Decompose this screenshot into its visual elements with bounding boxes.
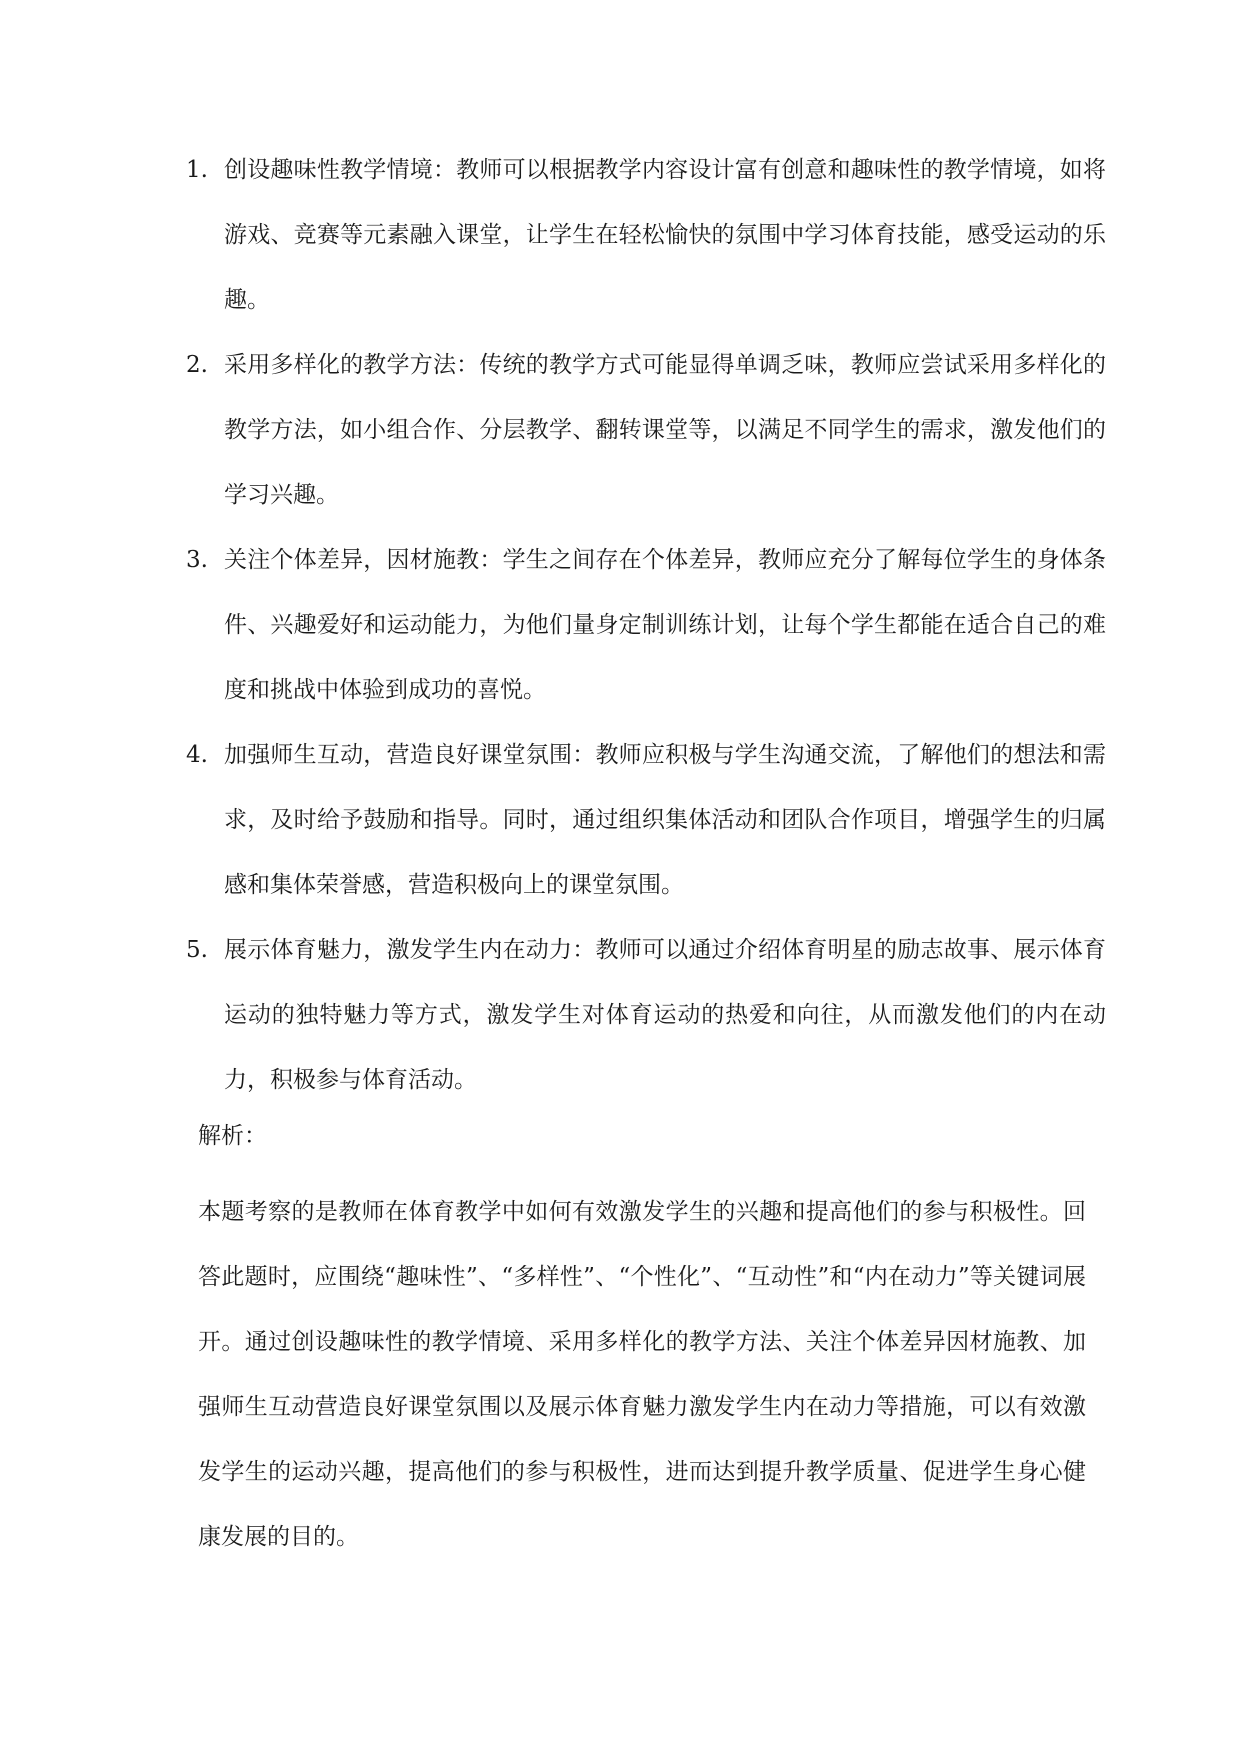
list-item-number: 4. [186, 742, 208, 768]
analysis-heading: 解析： [198, 1123, 267, 1149]
list-item-text: 采用多样化的教学方法：传统的教学方式可能显得单调乏味，教师应尝试采用多样化的教学方法，如小组合作、分层教学、翻转课堂等，以满足不同学生的需求，激发他们的学习兴趣。 [224, 352, 1106, 508]
analysis-paragraph: 本题考察的是教师在体育教学中如何有效激发学生的兴趣和提高他们的参与积极性。回答此题时，应围绕“趣味性”、“多样性”、“个性化”、“互动性”和“内在动力”等关键词展开。通过创设趣味性的教学情境、采用多样化的教学方法、关注个体差异因材施教、加强师生互动营造良好课堂氛围以及展示体育魅力激发学生内在动力等措施，可以有效激发学生的运动兴趣，提高他们的参与积极性，进而达到提升教学质量、促进学生身心健康发展的目的。 [198, 1199, 1086, 1550]
list-item-text: 展示体育魅力，激发学生内在动力：教师可以通过介绍体育明星的励志故事、展示体育运动的独特魅力等方式，激发学生对体育运动的热爱和向往，从而激发他们的内在动力，积极参与体育活动。 [224, 937, 1106, 1093]
list-item [186, 333, 1106, 528]
list-item [186, 723, 1106, 918]
list-item-text: 创设趣味性教学情境：教师可以根据教学内容设计富有创意和趣味性的教学情境，如将游戏、竞赛等元素融入课堂，让学生在轻松愉快的氛围中学习体育技能，感受运动的乐趣。 [224, 157, 1106, 313]
list-item [186, 918, 1106, 1113]
measures-list [186, 138, 1106, 1113]
list-item-number: 2. [186, 352, 208, 378]
list-item [186, 528, 1106, 723]
list-item-number: 1. [186, 157, 208, 183]
list-item-number: 3. [186, 547, 208, 573]
list-item-text: 关注个体差异，因材施教：学生之间存在个体差异，教师应充分了解每位学生的身体条件、兴趣爱好和运动能力，为他们量身定制训练计划，让每个学生都能在适合自己的难度和挑战中体验到成功的喜悦。 [224, 547, 1106, 703]
list-item-text: 加强师生互动，营造良好课堂氛围：教师应积极与学生沟通交流，了解他们的想法和需求，及时给予鼓励和指导。同时，通过组织集体活动和团队合作项目，增强学生的归属感和集体荣誉感，营造积极向上的课堂氛围。 [224, 742, 1106, 898]
list-item-number: 5. [186, 937, 208, 963]
list-item [186, 138, 1106, 333]
